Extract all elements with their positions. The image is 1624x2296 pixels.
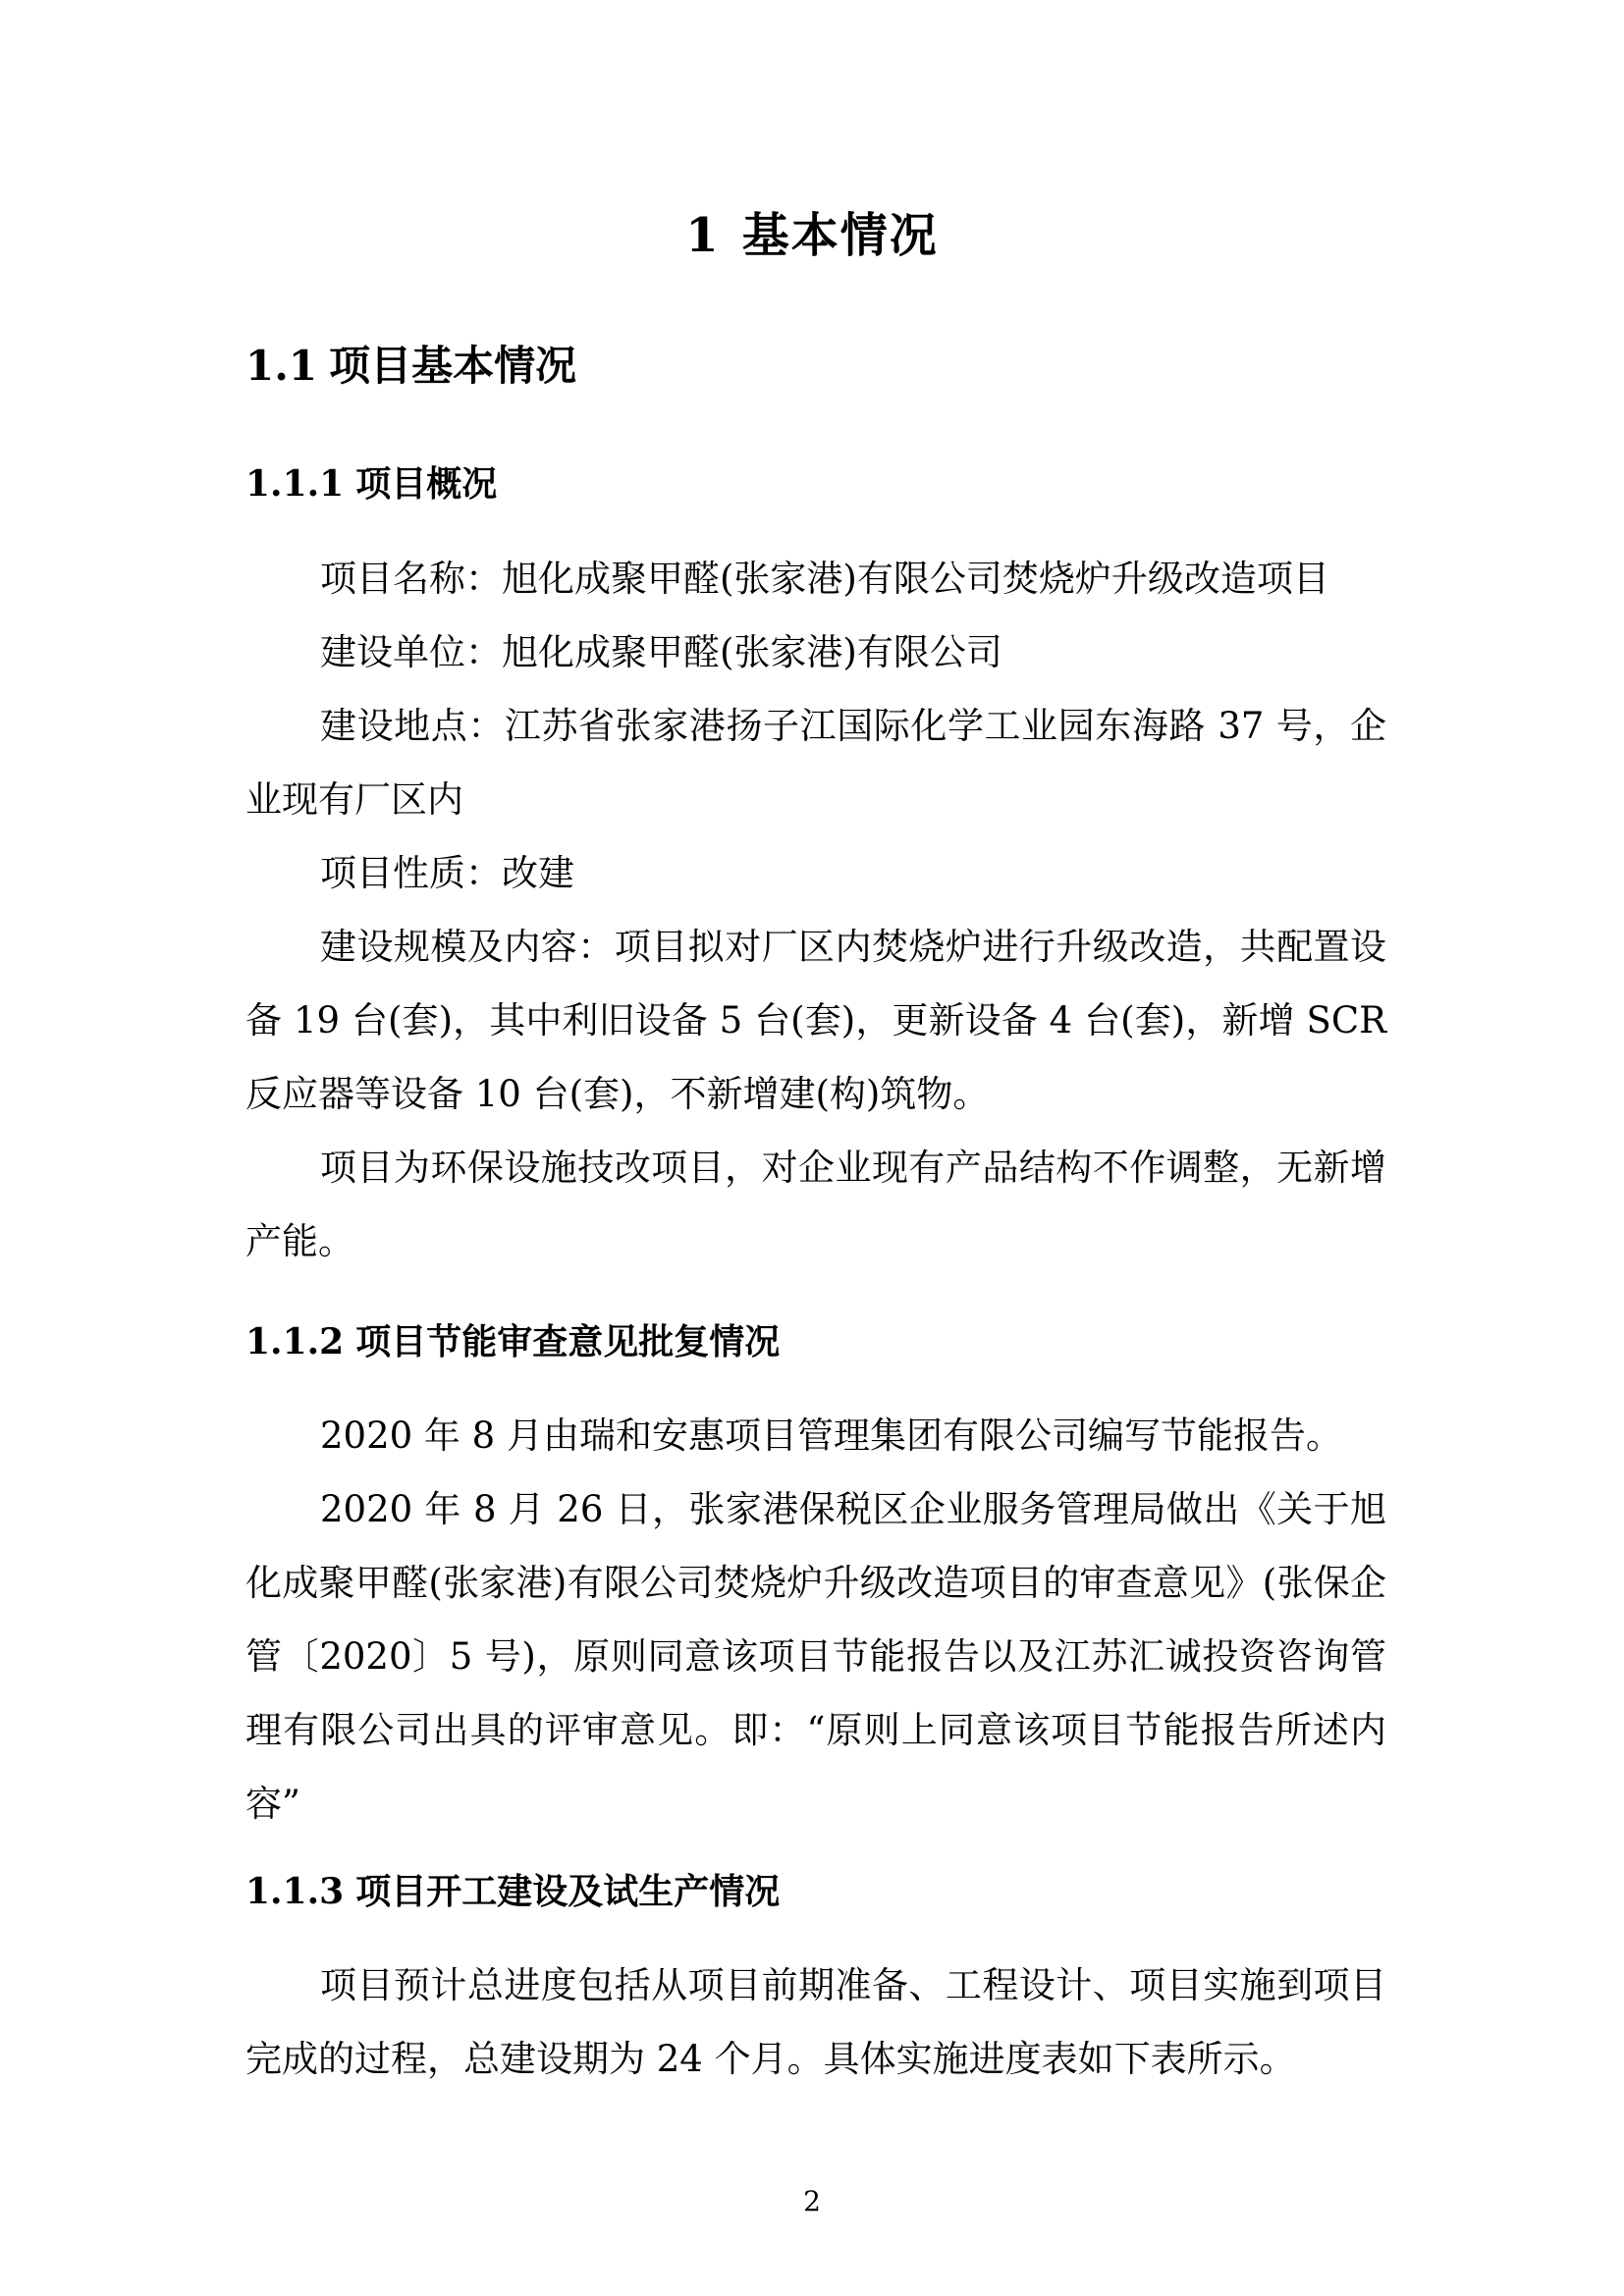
chapter-number: 1 — [685, 208, 721, 263]
construction-scale-paragraph: 建设规模及内容：项目拟对厂区内焚烧炉进行升级改造，共配置设备 19 台(套)，其中利旧设备 5 台(套)，更新设备 4 台(套)，新增 SCR 反应器等设备 10 台(套)，不新增建(构)筑物。 — [245, 926, 1386, 1115]
schedule-paragraph: 项目预计总进度包括从项目前期准备、工程设计、项目实施到项目完成的过程，总建设期为 24 个月。具体实施进度表如下表所示。 — [245, 1964, 1386, 2080]
section-title: 项目概况 — [355, 463, 498, 505]
section-heading-1-1 — [245, 342, 576, 391]
section-title: 项目节能审查意见批复情况 — [355, 1321, 781, 1362]
construction-unit-paragraph: 建设单位：旭化成聚甲醛(张家港)有限公司 — [320, 631, 1002, 673]
construction-location-paragraph: 建设地点：江苏省张家港扬子江国际化学工业园东海路 37 号，企业现有厂区内 — [245, 705, 1386, 821]
section-title: 项目开工建设及试生产情况 — [355, 1871, 781, 1912]
project-nature-paragraph: 项目性质：改建 — [320, 852, 574, 894]
section-heading-1-1-3 — [245, 1871, 780, 1913]
section-number: 1.1.1 — [245, 463, 345, 505]
project-name-paragraph: 项目名称：旭化成聚甲醛(张家港)有限公司焚烧炉升级改造项目 — [320, 558, 1329, 600]
energy-report-paragraph: 2020 年 8 月由瑞和安惠项目管理集团有限公司编写节能报告。 — [320, 1415, 1342, 1457]
page-number: 2 — [803, 2185, 821, 2217]
approval-paragraph: 2020 年 8 月 26 日，张家港保税区企业服务管理局做出《关于旭化成聚甲醛(张家港)有限公司焚烧炉升级改造项目的审查意见》(张保企管〔2020〕5 号)，原则同意该项目节能报告以及江苏汇诚投资咨询管理有限公司出具的评审意见。即：“原则上同意该项目节能报告所述内容” — [245, 1488, 1386, 1825]
section-number: 1.1 — [245, 342, 318, 390]
section-title: 项目基本情况 — [329, 342, 577, 390]
section-number: 1.1.2 — [245, 1321, 345, 1362]
chapter-title — [0, 208, 1624, 265]
section-number: 1.1.3 — [245, 1871, 345, 1912]
environmental-project-paragraph: 项目为环保设施技改项目，对企业现有产品结构不作调整，无新增产能。 — [245, 1147, 1386, 1262]
section-heading-1-1-2 — [245, 1321, 780, 1363]
chapter-title-text: 基本情况 — [741, 208, 939, 263]
section-heading-1-1-1 — [245, 463, 497, 506]
